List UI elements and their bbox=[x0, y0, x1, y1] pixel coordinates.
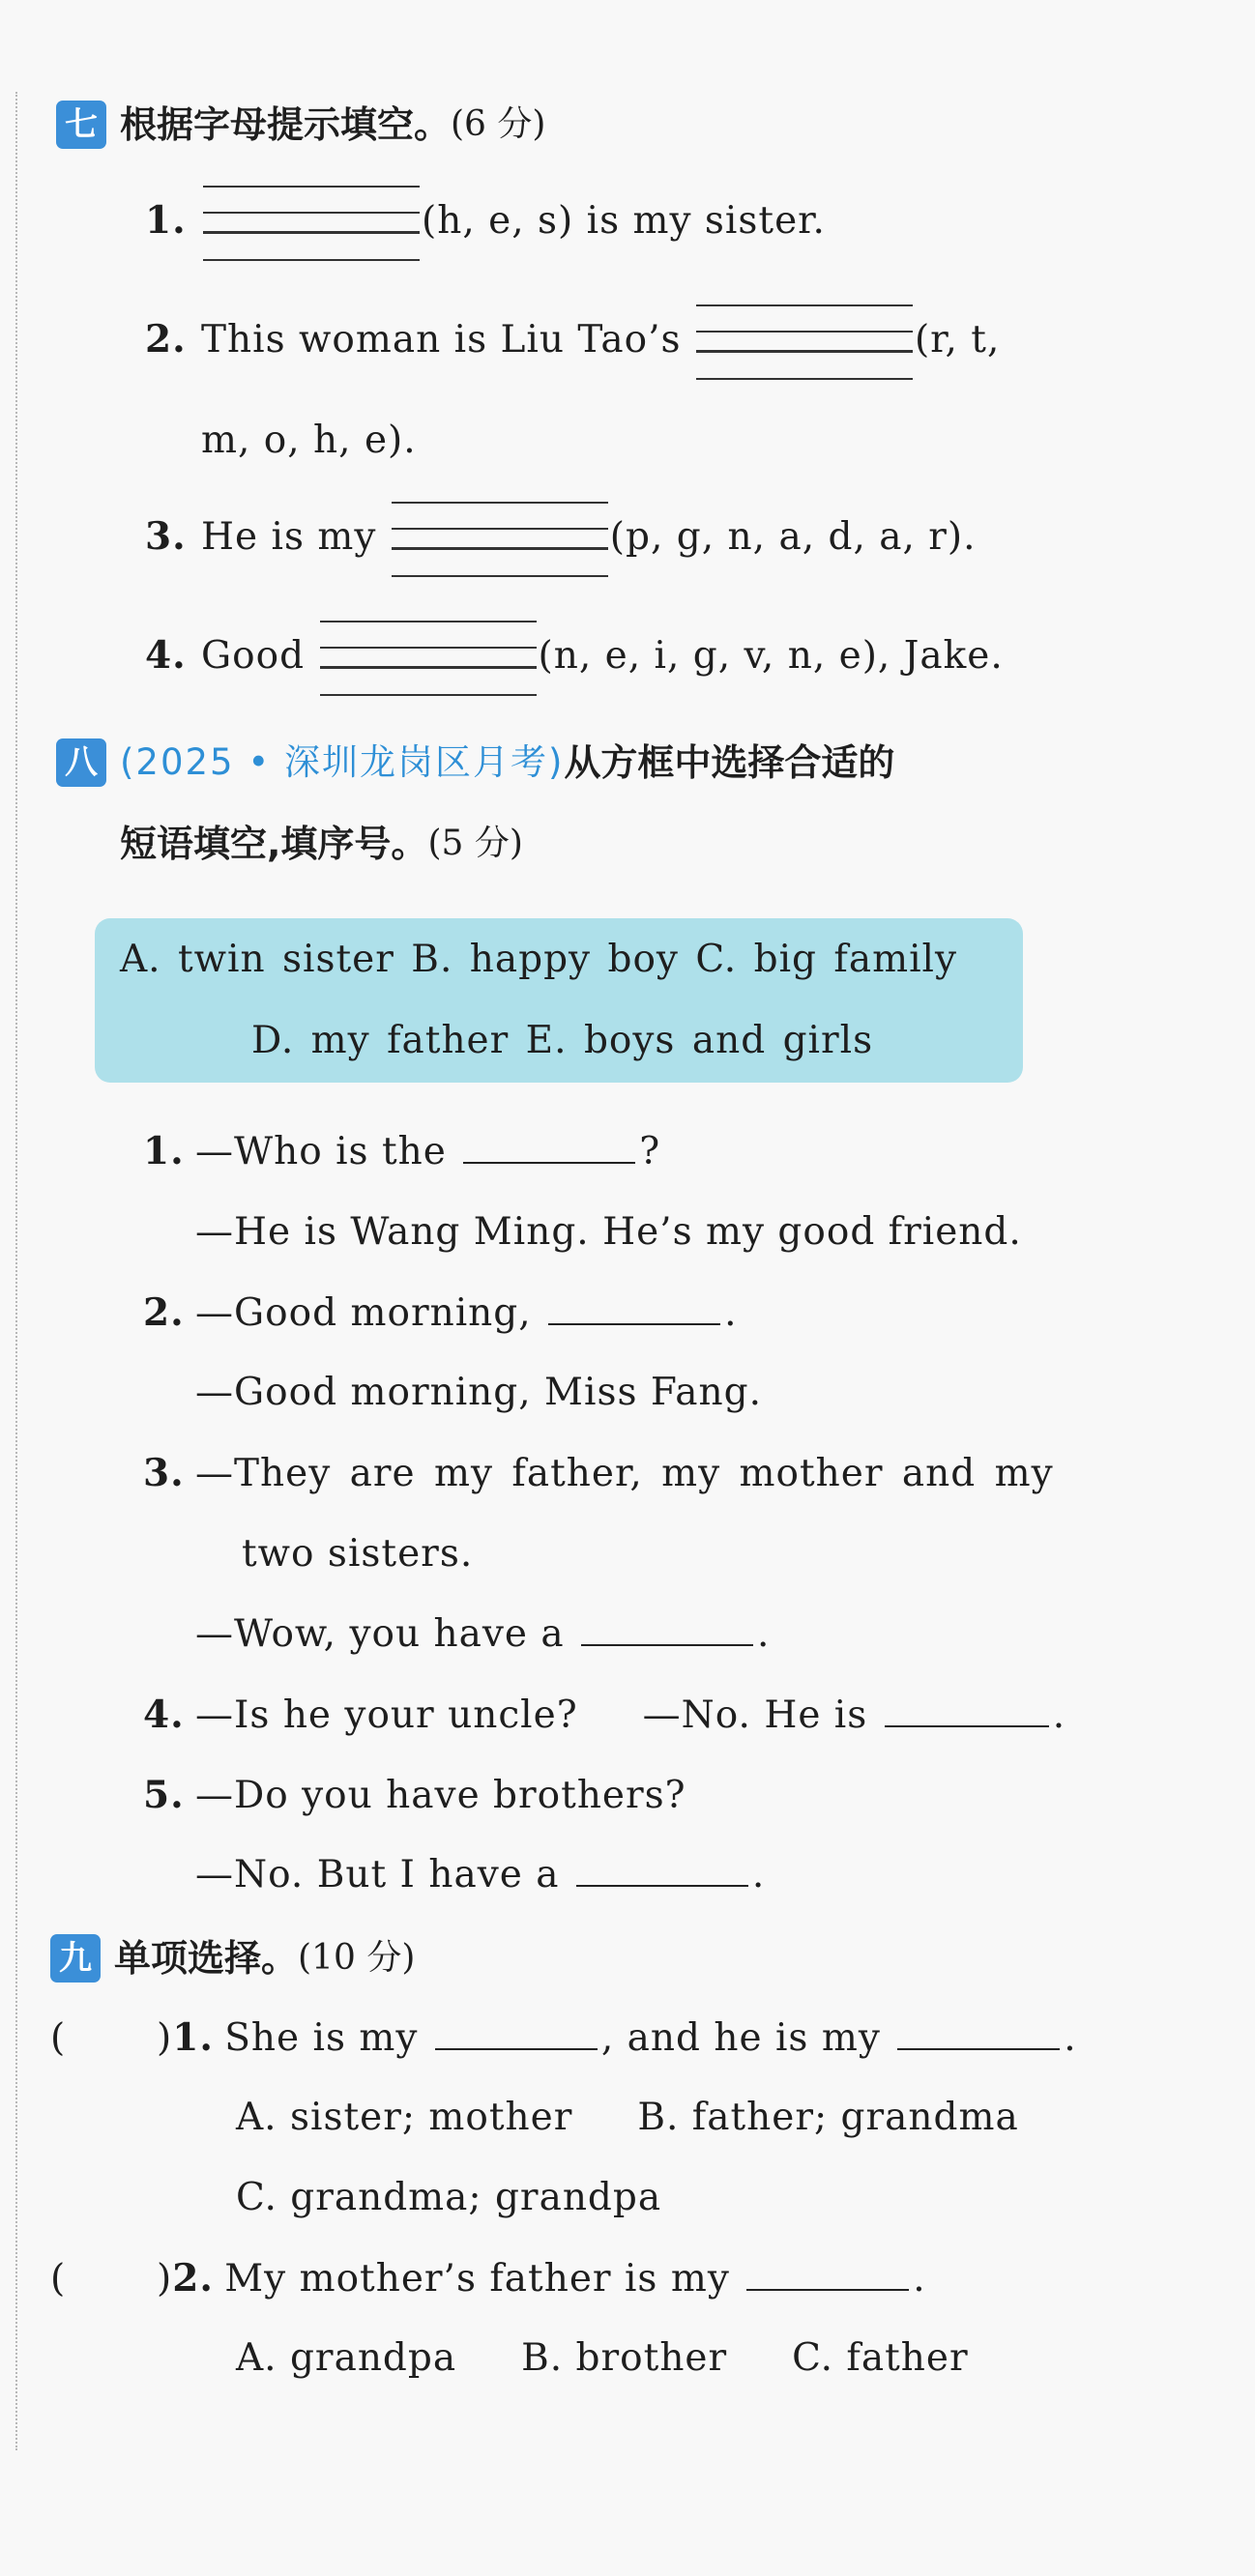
section-8-title-line-1: 从方框中选择合适的 bbox=[564, 741, 895, 784]
answer-blank[interactable] bbox=[581, 1607, 753, 1646]
section-8-source: (2025 • 深圳龙岗区月考) bbox=[120, 741, 565, 783]
bracket-close: ) bbox=[157, 2257, 173, 2301]
phrase-options-row-1: A. twin sister B. happy boy C. big family bbox=[120, 938, 958, 981]
s9-item-1-options-row-1: A. sister; mother B. father; grandma bbox=[236, 2096, 1019, 2139]
s7-item-2 bbox=[145, 299, 1000, 386]
bracket-open: ( bbox=[50, 2016, 67, 2060]
sentence-start: Good bbox=[201, 634, 306, 678]
punctuation: . bbox=[751, 1853, 766, 1896]
item-number: 4. bbox=[145, 633, 187, 678]
sentence-start: He is my bbox=[201, 515, 377, 559]
answer-text: —Wow, you have a bbox=[195, 1612, 565, 1656]
punctuation: . bbox=[1064, 2016, 1077, 2060]
question-text: —Who is the bbox=[195, 1130, 447, 1173]
section-7-title: 根据字母提示填空。 bbox=[120, 103, 452, 146]
s8-item-3-question-continued: two sisters. bbox=[242, 1532, 474, 1576]
item-number: 2. bbox=[145, 317, 187, 362]
s9-item-1-options-row-2: C. grandma; grandpa bbox=[236, 2176, 662, 2219]
question-text: —Do you have brothers? bbox=[195, 1774, 686, 1817]
section-9-header bbox=[50, 1928, 415, 1985]
s8-item-3-question bbox=[143, 1446, 1054, 1501]
s9-item-1-question bbox=[50, 2011, 1077, 2066]
question-text: —They are my father, my mother and my bbox=[195, 1452, 1054, 1495]
item-number: 5. bbox=[143, 1773, 185, 1817]
s8-item-5-answer bbox=[195, 1848, 765, 1902]
phrase-option-box bbox=[95, 918, 1023, 1083]
section-8-badge: 八 bbox=[56, 738, 106, 787]
section-9-title: 单项选择。 bbox=[114, 1937, 299, 1980]
binding-edge-line bbox=[15, 92, 17, 2450]
item-number: 1. bbox=[143, 1129, 185, 1173]
phrase-options-row-2: D. my father E. boys and girls bbox=[251, 1019, 874, 1062]
item-number: 2. bbox=[143, 1290, 185, 1335]
item-number: 3. bbox=[145, 514, 187, 559]
s8-item-4 bbox=[143, 1688, 1065, 1743]
question-text: My mother’s father is my bbox=[224, 2257, 730, 2301]
question-text: , and he is my bbox=[600, 2016, 881, 2060]
item-number: 4. bbox=[143, 1693, 185, 1737]
s7-item-3 bbox=[145, 496, 977, 583]
punctuation: . bbox=[1052, 1693, 1066, 1737]
item-number: 1. bbox=[145, 198, 187, 243]
answer-bracket[interactable] bbox=[50, 2012, 157, 2066]
s8-item-1-question bbox=[143, 1124, 660, 1179]
sentence-start: This woman is Liu Tao’s bbox=[201, 318, 682, 362]
s7-item-2-continued: m, o, h, e). bbox=[201, 419, 417, 462]
punctuation: . bbox=[724, 1291, 738, 1335]
s7-item-4 bbox=[145, 615, 1004, 702]
section-8-header bbox=[56, 733, 894, 790]
section-7-header bbox=[56, 95, 545, 152]
question-text: —Is he your uncle? —No. He is bbox=[195, 1693, 868, 1737]
s9-item-2-question bbox=[50, 2251, 926, 2306]
letter-hint: (p, g, n, a, d, a, r). bbox=[609, 515, 977, 559]
answer-blank[interactable] bbox=[435, 2012, 598, 2050]
section-8-title-line-2: 短语填空,填序号。 bbox=[120, 823, 428, 865]
answer-blank[interactable] bbox=[576, 1848, 748, 1887]
four-line-blank[interactable] bbox=[696, 299, 913, 386]
four-line-blank[interactable] bbox=[392, 496, 608, 583]
section-7-badge: 七 bbox=[56, 101, 106, 149]
punctuation: . bbox=[757, 1612, 771, 1656]
letter-hint: (n, e, i, g, v, n, e), Jake. bbox=[538, 634, 1004, 678]
letter-hint: (r, t, bbox=[914, 318, 1001, 362]
item-number: 3. bbox=[143, 1451, 185, 1495]
s9-item-2-options: A. grandpa B. brother C. father bbox=[236, 2336, 969, 2380]
item-number: 1. bbox=[172, 2015, 214, 2060]
s7-item-1 bbox=[145, 180, 826, 267]
answer-blank[interactable] bbox=[897, 2012, 1060, 2050]
section-7-score: (6 分) bbox=[451, 104, 546, 144]
answer-blank[interactable] bbox=[548, 1287, 720, 1325]
bracket-close: ) bbox=[157, 2016, 173, 2060]
four-line-blank[interactable] bbox=[320, 615, 537, 702]
answer-blank[interactable] bbox=[885, 1689, 1049, 1727]
s8-item-5-question bbox=[143, 1768, 686, 1823]
answer-blank[interactable] bbox=[746, 2252, 909, 2291]
s8-item-1-answer: —He is Wang Ming. He’s my good friend. bbox=[195, 1210, 1022, 1254]
answer-text: —No. But I have a bbox=[195, 1853, 560, 1896]
s8-item-3-answer bbox=[195, 1607, 770, 1662]
item-number: 2. bbox=[172, 2256, 214, 2301]
question-text: She is my bbox=[224, 2016, 419, 2060]
punctuation: . bbox=[913, 2257, 926, 2301]
s8-item-2-question bbox=[143, 1286, 737, 1341]
letter-hint: (h, e, s) is my sister. bbox=[422, 199, 826, 243]
question-text: —Good morning, bbox=[195, 1291, 532, 1335]
bracket-open: ( bbox=[50, 2257, 67, 2301]
section-8-score: (5 分) bbox=[427, 824, 523, 863]
s8-item-2-answer: —Good morning, Miss Fang. bbox=[195, 1371, 763, 1414]
answer-bracket[interactable] bbox=[50, 2252, 157, 2306]
answer-blank[interactable] bbox=[463, 1125, 635, 1164]
four-line-blank[interactable] bbox=[203, 180, 420, 267]
section-8-header-line-2 bbox=[120, 814, 523, 871]
section-9-badge: 九 bbox=[50, 1934, 101, 1983]
section-9-score: (10 分) bbox=[298, 1938, 416, 1978]
punctuation: ? bbox=[639, 1130, 661, 1173]
